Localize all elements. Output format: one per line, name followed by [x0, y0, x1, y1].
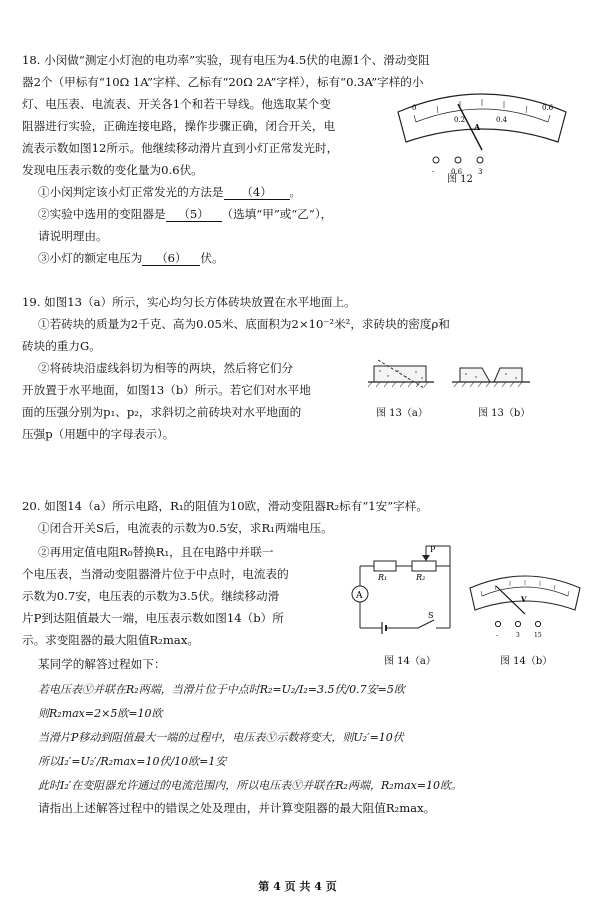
- q19-line-2: ①若砖块的质量为2千克、高为0.05米、底面积为2×10⁻²米²，求砖块的密度ρ和: [38, 317, 450, 331]
- scale-0: 0: [412, 104, 417, 112]
- fig13b-caption: 图 13（b）: [478, 408, 531, 419]
- q20-line-3: ②再用定值电阻R₀替换R₁，且在电路中并联一: [38, 545, 274, 559]
- scale-0-2: 0.2: [454, 116, 466, 124]
- q19-line-5: 开放置于水平地面，如图13（b）所示。若它们对水平地: [22, 383, 311, 397]
- q18-sub1: [38, 184, 301, 200]
- solution-line-4: 所以I₂′=U₂′/R₂max=10伏/10欧=1安: [38, 755, 227, 768]
- v-terminal-label-minus: -: [496, 632, 499, 639]
- voltmeter-figure-14b: [466, 566, 584, 640]
- brick-figure-13a: [368, 360, 440, 396]
- q18-line-6: 发现电压表示数的变化量为0.6伏。: [22, 163, 203, 177]
- q18-line-4: 阻器进行实验，正确连接电路，操作步骤正确，闭合开关，电: [22, 119, 336, 133]
- q20-line-6: 片P到达阻值最大一端，电压表示数如图14（b）所: [22, 611, 284, 625]
- terminal-label-0-6: 0.6: [451, 168, 463, 176]
- v-terminal-15: [535, 621, 540, 626]
- q20-line-8: 某同学的解答过程如下：: [38, 657, 166, 671]
- rheostat-r2: [412, 561, 436, 571]
- q18-sub2-text: ②实验中选用的变阻器是: [38, 207, 166, 221]
- q18-sub1-end: 。: [289, 185, 302, 199]
- switch-label: S: [428, 611, 434, 620]
- circuit-figure-14a: [340, 536, 460, 636]
- q18-sub2-end: （选填“甲”或“乙”），: [221, 207, 333, 221]
- fig14a-caption: 图 14（a）: [384, 656, 436, 667]
- r1-label: R₁: [378, 573, 388, 582]
- answer-blank-5[interactable]: （5）: [166, 208, 222, 222]
- r2-label: R₂: [416, 573, 426, 582]
- v-terminal-3: [515, 621, 520, 626]
- solution-line-3: 当滑片P移动到阻值最大一端的过程中，电压表Ⓥ示数将变大，则U₂′=10伏: [38, 731, 404, 744]
- q19-line-4: ②将砖块沿虚线斜切为相等的两块，然后将它们分: [38, 361, 294, 375]
- answer-blank-6[interactable]: （6）: [142, 252, 200, 266]
- meter-unit-A: A: [474, 122, 481, 132]
- q19-line-1: 19. 如图13（a）所示，实心均匀长方体砖块放置在水平地面上。: [22, 295, 356, 309]
- v-terminal-minus: [495, 621, 500, 626]
- terminal-label-3: 3: [478, 168, 483, 176]
- terminal-0-6: [455, 157, 461, 163]
- slider-arrow: [422, 555, 430, 561]
- q18-line-3: 灯、电压表、电流表、开关各1个和若干导线。他选取某个变: [22, 97, 331, 111]
- svg-text:V: V: [521, 595, 527, 604]
- q20-line-5: 示数为0.7安，电压表的示数为3.5伏。继续移动滑: [22, 589, 280, 603]
- q20-line-4: 个电压表，当滑动变阻器滑片位于中点时，电流表的: [22, 567, 289, 581]
- fig12-caption: 图 12: [447, 174, 473, 185]
- q20-final-question: 请指出上述解答过程中的错误之处及理由，并计算变阻器的最大阻值R₂max。: [38, 801, 436, 815]
- q19-line-7: 压强p（用题中的字母表示）。: [22, 427, 175, 441]
- slider-label: P: [430, 545, 436, 554]
- q18-line-2: 器2个（甲标有“10Ω 1A”字样、乙标有“20Ω 2A”字样），标有“0.3A”字样的小: [22, 75, 424, 89]
- fig14b-caption: 图 14（b）: [500, 656, 553, 667]
- solution-line-5: 此时I₂′在变阻器允许通过的电流范围内，所以电压表Ⓥ并联在R₂两端，R₂max=10欧。: [38, 779, 463, 792]
- solution-line-2: 则R₂max=2×5欧=10欧: [38, 707, 163, 720]
- answer-blank-4[interactable]: （4）: [224, 186, 290, 200]
- q18-line-1: 18. 小闵做“测定小灯泡的电功率”实验，现有电压为4.5伏的电源1个、滑动变阻: [22, 53, 430, 67]
- ammeter-label: A: [356, 591, 363, 601]
- ammeter-figure-12: [392, 78, 572, 178]
- q20-line-2: ①闭合开关S后，电流表的示数为0.5安，求R₁两端电压。: [38, 521, 333, 535]
- page-footer: 第 4 页 共 4 页: [258, 880, 337, 893]
- brick-halves-figure-13b: [452, 360, 532, 396]
- terminal-3: [477, 157, 483, 163]
- terminal-minus: [433, 157, 439, 163]
- scale-0-6: 0.6: [542, 104, 554, 112]
- q19-line-6: 面的压强分别为p₁、p₂，求斜切之前砖块对水平地面的: [22, 405, 302, 419]
- q18-line-5: 流表示数如图12所示。他继续移动滑片直到小灯正常发光时，: [22, 141, 339, 155]
- resistor-r1: [374, 561, 396, 571]
- fig13a-caption: 图 13（a）: [376, 408, 428, 419]
- q20-line-1: 20. 如图14（a）所示电路，R₁的阻值为10欧，滑动变阻器R₂标有“1安”字样。: [22, 499, 428, 513]
- v-terminal-label-3: 3: [516, 632, 520, 639]
- solution-line-1: 若电压表Ⓥ并联在R₂两端，当滑片位于中点时R₂=U₂/I₂=3.5伏/0.7安=5欧: [38, 683, 405, 696]
- switch-blade: [418, 620, 434, 628]
- v-terminal-label-15: 15: [534, 632, 542, 639]
- q18-sub3: [38, 250, 224, 266]
- q18-sub1-text: ①小闵判定该小灯正常发光的方法是: [38, 185, 224, 199]
- q18-sub3-end: 伏。: [200, 251, 224, 265]
- scale-0-4: 0.4: [496, 116, 508, 124]
- q18-sub2-line2: 请说明理由。: [38, 229, 108, 243]
- q18-sub3-text: ③小灯的额定电压为: [38, 251, 143, 265]
- q20-line-7: 示。求变阻器的最大阻值R₂max。: [22, 633, 199, 647]
- q18-sub2: [38, 206, 332, 222]
- terminal-label-minus: -: [432, 168, 435, 176]
- q19-line-3: 砖块的重力G。: [22, 339, 101, 353]
